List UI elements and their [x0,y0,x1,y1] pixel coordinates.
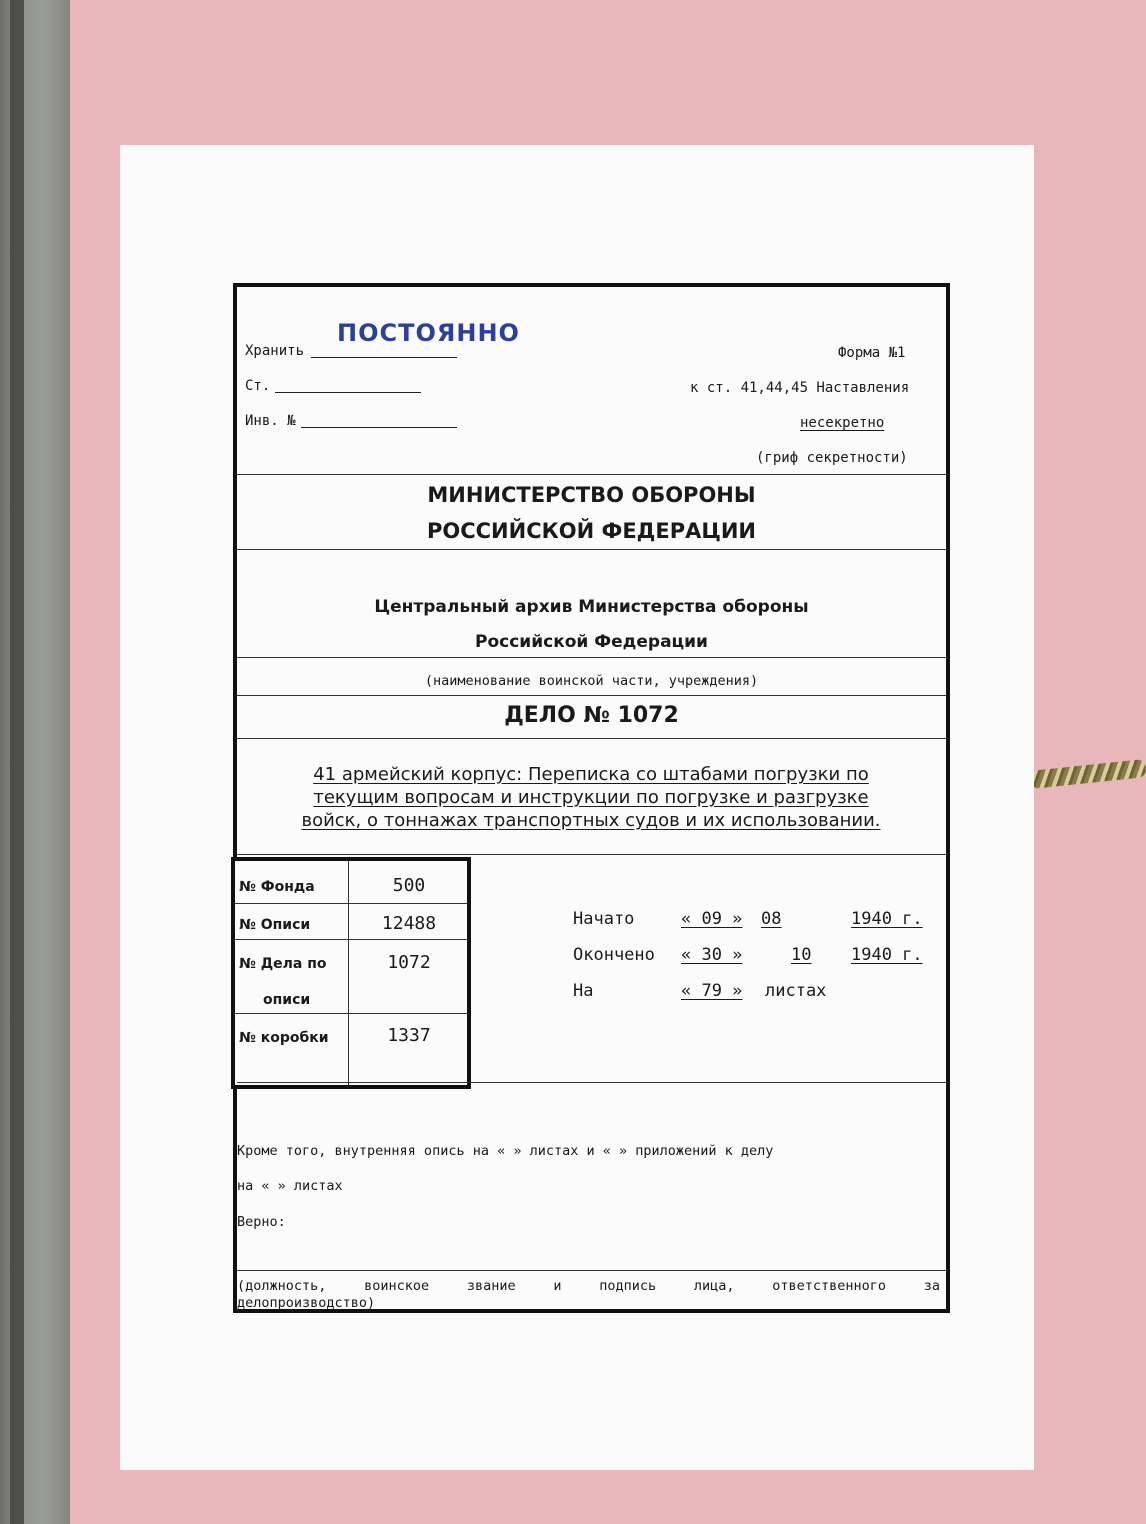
box-column-divider [348,861,349,1085]
inv-label: Инв. № [245,413,296,429]
archive-line-1: Центральный архив Министерства обороны [374,597,809,617]
sheets-label: На [573,981,594,1001]
case-description [251,763,931,832]
article-ref: к ст. 41,44,45 Наставления [690,380,910,396]
inventory-note: Кроме того, внутренняя опись на « » листах и « » приложений к делу [237,1143,774,1159]
sheets-count: « 79 » [681,981,743,1001]
inventory-note-2: на « » листах [237,1178,343,1194]
form-number: Форма №1 [838,345,906,361]
caption-word: за [923,1278,940,1294]
secrecy-value: несекретно [800,415,885,431]
divider [237,695,946,696]
folder-spine-edge [10,0,24,1524]
opis-value: 12488 [381,913,437,934]
caption-word: воинское [364,1278,430,1294]
start-label: Начато [573,909,635,929]
description-line-3: войск, о тоннажах транспортных судов и их использовании. [301,810,881,831]
end-month: 10 [791,945,812,965]
description-line-1: 41 армейский корпус: Переписка со штабами погрузки по [313,764,869,785]
caption-word: подпись [599,1278,657,1294]
divider [237,1270,946,1271]
fond-label: № Фонда [239,879,315,895]
box-row-divider [235,1013,467,1014]
description-line-2: текущим вопросам и инструкции по погрузке и разгрузке [313,787,869,808]
caption-word: лица, [693,1278,735,1294]
box-row-divider [235,903,467,904]
divider [237,549,946,550]
delo-label-1: № Дела по [239,956,327,972]
folder-string [1029,759,1146,789]
keep-line [311,357,457,358]
box-value: 1337 [387,1025,431,1046]
start-day: « 09 » [681,909,743,929]
st-line [275,392,421,393]
caption-word: (должность, [237,1278,327,1294]
secrecy-note: (гриф секретности) [756,450,908,466]
delo-label-2: описи [263,992,311,1008]
st-label: Ст. [245,378,271,394]
caption-word: и [553,1278,562,1294]
opis-label: № Описи [239,917,311,933]
end-year: 1940 г. [851,945,923,965]
box-label: № коробки [239,1030,329,1046]
end-day: « 30 » [681,945,743,965]
caption-word: звание [466,1278,516,1294]
responsible-caption-2: делопроизводство) [237,1295,376,1311]
fond-value: 500 [392,875,426,896]
archive-line-2: Российской Федерации [475,632,708,652]
delo-value: 1072 [387,952,431,973]
divider [237,1082,946,1083]
start-month: 08 [761,909,782,929]
sheets-word: листах [765,981,827,1001]
ministry-line-1: МИНИСТЕРСТВО ОБОРОНЫ [427,483,756,507]
divider [237,738,946,739]
divider [237,657,946,658]
case-cover-form [233,283,950,1313]
storage-stamp: ПОСТОЯННО [337,319,520,347]
ministry-line-2: РОССИЙСКОЙ ФЕДЕРАЦИИ [426,519,757,543]
caption-word: ответственного [772,1278,887,1294]
end-label: Окончено [573,945,655,965]
divider [237,854,946,855]
archive-numbers-box [231,857,471,1089]
verified-label: Верно: [237,1214,286,1230]
case-title: ДЕЛО № 1072 [504,703,679,728]
archive-note: (наименование воинской части, учреждения) [424,673,759,689]
box-row-divider [235,939,467,940]
inv-line [301,427,457,428]
start-year: 1940 г. [851,909,923,929]
responsible-caption [237,1278,940,1294]
keep-label: Хранить [245,343,305,359]
divider [237,474,946,475]
